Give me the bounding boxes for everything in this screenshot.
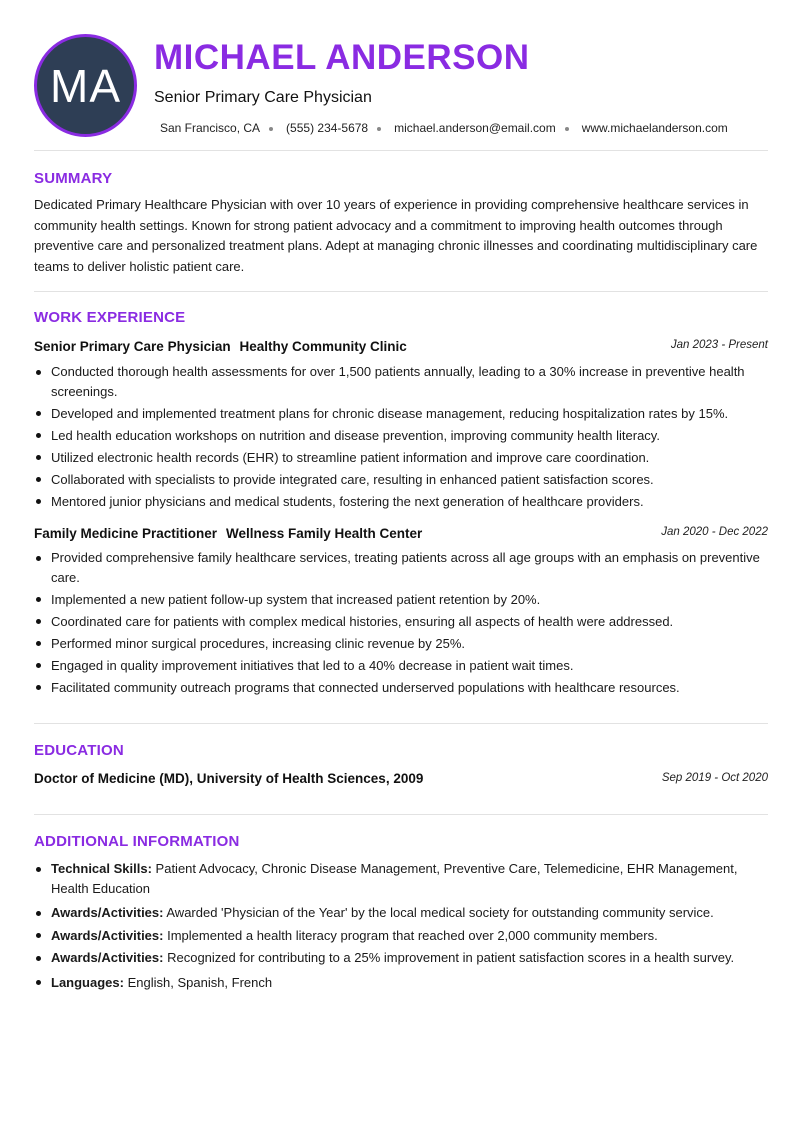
education-degree: Doctor of Medicine (MD), University of Health Sciences, 2009 <box>34 771 424 786</box>
job-header <box>34 525 768 543</box>
job-bullets <box>34 548 770 700</box>
dot-separator-icon <box>269 127 273 131</box>
job-header <box>34 338 768 356</box>
list-item: Conducted thorough health assessments for over 1,500 patients annually, leading to a 30% increase in preventive health screenings. <box>34 362 770 401</box>
info-text: Recognized for contributing to a 25% improvement in patient satisfaction scores in a health survey. <box>167 950 735 965</box>
divider <box>34 291 768 292</box>
list-item <box>34 859 770 898</box>
avatar <box>34 34 137 137</box>
candidate-title: Senior Primary Care Physician <box>154 89 372 106</box>
job-company: Wellness Family Health Center <box>225 526 423 541</box>
contact-email[interactable]: michael.anderson@email.com <box>394 121 556 135</box>
info-label: Awards/Activities: <box>51 905 164 920</box>
info-label: Awards/Activities: <box>51 927 164 943</box>
job-role: Senior Primary Care Physician <box>34 339 231 354</box>
list-item: Collaborated with specialists to provide integrated care, resulting in enhanced patient satisfaction scores. <box>34 470 770 490</box>
avatar-initials: MA <box>50 59 121 112</box>
job-dates: Jan 2023 - Present <box>670 339 768 351</box>
info-label: Awards/Activities: <box>51 950 164 965</box>
additional-list <box>34 859 770 997</box>
job-bullets <box>34 362 770 514</box>
list-item <box>34 948 770 968</box>
list-item: Facilitated community outreach programs that connected underserved populations with healthcare resources. <box>34 678 770 698</box>
info-text: English, Spanish, French <box>127 974 273 990</box>
contact-location: San Francisco, CA <box>160 121 261 135</box>
divider <box>34 723 768 724</box>
job-role: Family Medicine Practitioner <box>34 526 218 541</box>
info-text: Patient Advocacy, Chronic Disease Management, Preventive Care, Telemedicine, EHR Management, Health Education <box>51 861 738 896</box>
list-item <box>34 903 770 923</box>
job-dates: Jan 2020 - Dec 2022 <box>661 526 768 538</box>
list-item: Utilized electronic health records (EHR) to streamline patient information and improve care coordination. <box>34 448 770 468</box>
education-heading: EDUCATION <box>34 742 124 759</box>
candidate-name: MICHAEL ANDERSON <box>154 38 530 77</box>
list-item: Led health education workshops on nutrition and disease prevention, improving community health literacy. <box>34 426 770 446</box>
info-label: Languages: <box>51 974 124 990</box>
list-item <box>34 926 770 946</box>
contact-website[interactable]: www.michaelanderson.com <box>581 121 728 135</box>
list-item: Developed and implemented treatment plans for chronic disease management, reducing hospitalization rates by 15%. <box>34 404 770 424</box>
list-item: Provided comprehensive family healthcare services, treating patients across all age groups with an emphasis on preventive care. <box>34 548 770 587</box>
experience-heading: WORK EXPERIENCE <box>34 309 186 326</box>
education-entry <box>34 770 768 788</box>
job-company: Healthy Community Clinic <box>239 339 407 354</box>
education-dates: Sep 2019 - Oct 2020 <box>661 772 768 784</box>
info-label: Technical Skills: <box>51 861 152 876</box>
resume-header <box>34 34 768 138</box>
list-item: Implemented a new patient follow-up system that increased patient retention by 20%. <box>34 590 770 610</box>
dot-separator-icon <box>565 127 569 131</box>
list-item: Coordinated care for patients with complex medical histories, ensuring all aspects of health were addressed. <box>34 612 770 632</box>
divider <box>34 814 768 815</box>
contact-phone[interactable]: (555) 234-5678 <box>286 121 369 135</box>
dot-separator-icon <box>377 127 381 131</box>
summary-text: Dedicated Primary Healthcare Physician with over 10 years of experience in providing comprehensive healthcare services in community health settings. Known for strong patient advocacy and a commitment to improving health outcomes through preventive care and personalized treatment plans. Adept at managing chronic illnesses and coordinating multidisciplinary care teams to deliver holistic patient care. <box>34 197 758 274</box>
summary-heading: SUMMARY <box>34 170 113 187</box>
contact-bar <box>160 121 728 135</box>
additional-heading: ADDITIONAL INFORMATION <box>34 833 240 850</box>
info-text: Awarded 'Physician of the Year' by the local medical society for outstanding community service. <box>166 905 714 920</box>
list-item <box>34 973 770 993</box>
divider <box>34 150 768 151</box>
list-item: Performed minor surgical procedures, increasing clinic revenue by 25%. <box>34 634 770 654</box>
list-item: Mentored junior physicians and medical students, fostering the next generation of healthcare providers. <box>34 492 770 512</box>
list-item: Engaged in quality improvement initiatives that led to a 40% decrease in patient wait times. <box>34 656 770 676</box>
info-text: Implemented a health literacy program that reached over 2,000 community members. <box>167 927 658 943</box>
